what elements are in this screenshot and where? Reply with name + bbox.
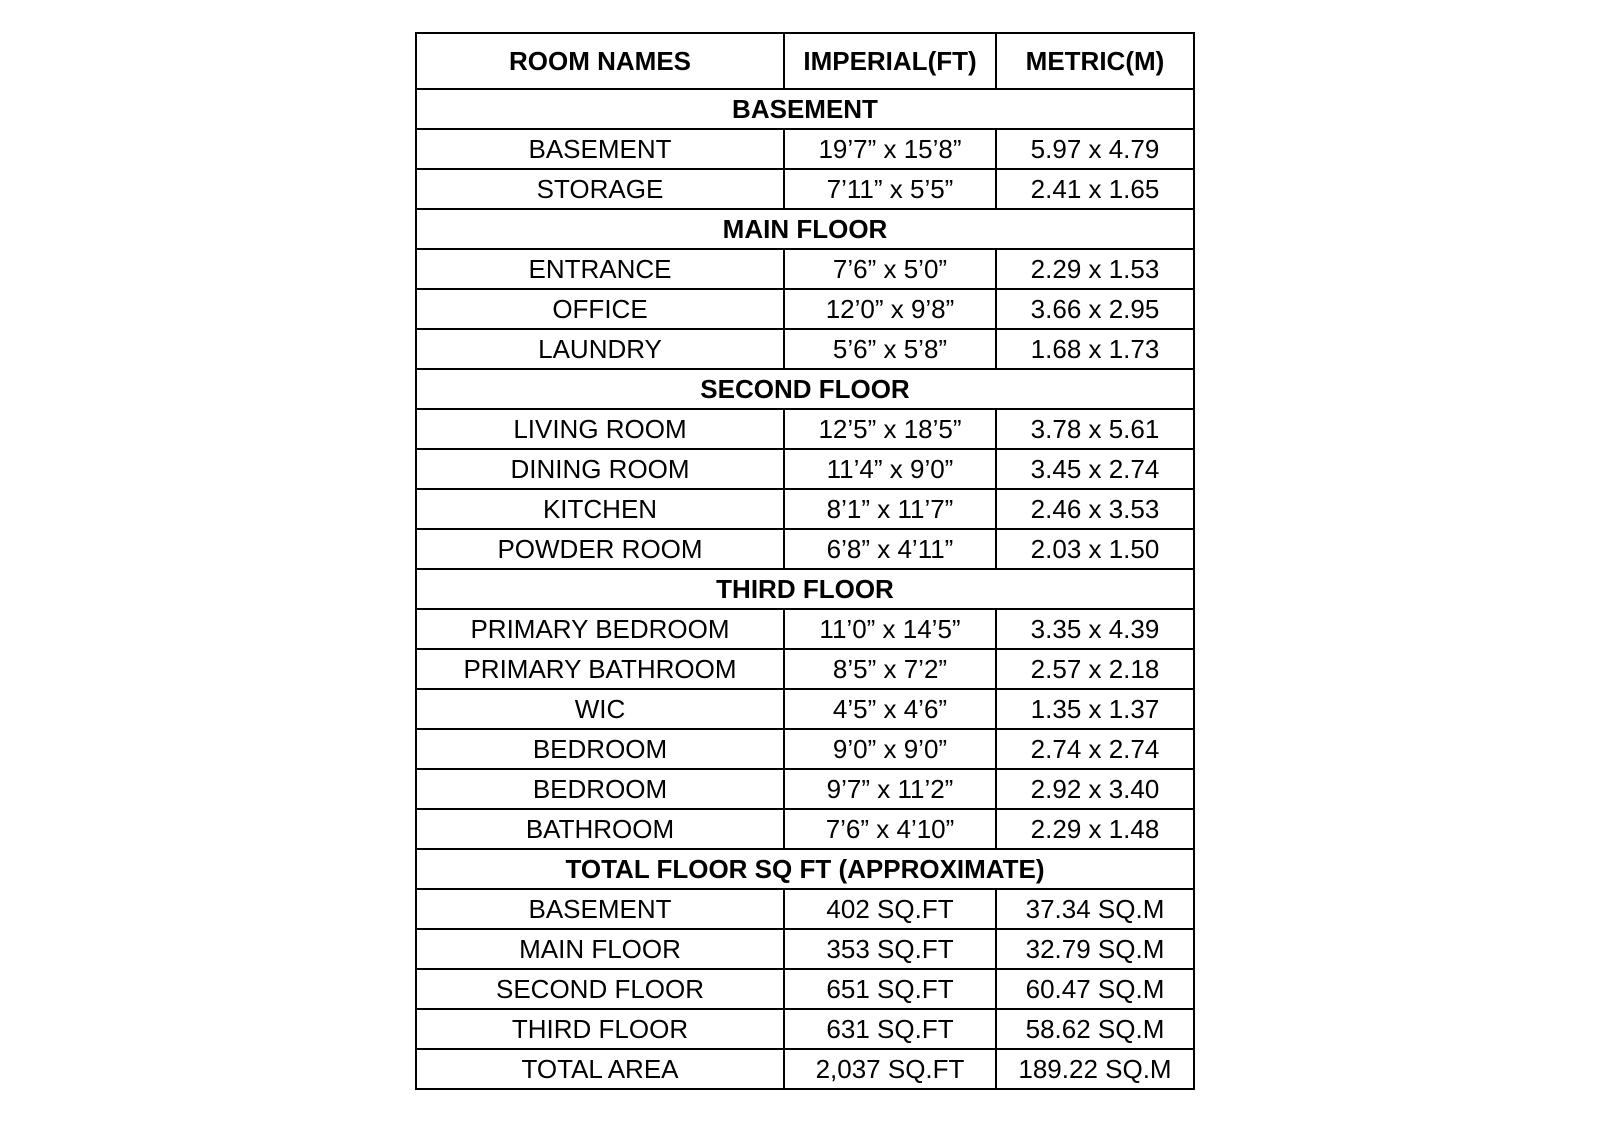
- imperial-cell: 9’0” x 9’0”: [784, 729, 996, 769]
- header-imperial: IMPERIAL(FT): [784, 33, 996, 89]
- metric-cell: 2.74 x 2.74: [996, 729, 1194, 769]
- room-name-cell: KITCHEN: [416, 489, 784, 529]
- table-row: [416, 289, 1194, 329]
- imperial-cell: 8’5” x 7’2”: [784, 649, 996, 689]
- table-row: [416, 769, 1194, 809]
- metric-cell: 3.66 x 2.95: [996, 289, 1194, 329]
- metric-cell: 58.62 SQ.M: [996, 1009, 1194, 1049]
- table-row: [416, 1049, 1194, 1089]
- table-row: [416, 649, 1194, 689]
- room-name-cell: TOTAL AREA: [416, 1049, 784, 1089]
- imperial-cell: 631 SQ.FT: [784, 1009, 996, 1049]
- table-row: [416, 809, 1194, 849]
- room-name-cell: BEDROOM: [416, 729, 784, 769]
- metric-cell: 2.29 x 1.53: [996, 249, 1194, 289]
- room-name-cell: POWDER ROOM: [416, 529, 784, 569]
- table-row: [416, 529, 1194, 569]
- table-row: [416, 409, 1194, 449]
- header-room-names: ROOM NAMES: [416, 33, 784, 89]
- section-header-row: [416, 209, 1194, 249]
- metric-cell: 3.78 x 5.61: [996, 409, 1194, 449]
- table-row: [416, 689, 1194, 729]
- metric-cell: 2.57 x 2.18: [996, 649, 1194, 689]
- metric-cell: 189.22 SQ.M: [996, 1049, 1194, 1089]
- table-row: [416, 489, 1194, 529]
- table-row: [416, 889, 1194, 929]
- imperial-cell: 19’7” x 15’8”: [784, 129, 996, 169]
- room-name-cell: LAUNDRY: [416, 329, 784, 369]
- imperial-cell: 12’0” x 9’8”: [784, 289, 996, 329]
- room-name-cell: BATHROOM: [416, 809, 784, 849]
- room-name-cell: ENTRANCE: [416, 249, 784, 289]
- imperial-cell: 5’6” x 5’8”: [784, 329, 996, 369]
- metric-cell: 32.79 SQ.M: [996, 929, 1194, 969]
- section-header-row: [416, 849, 1194, 889]
- imperial-cell: 402 SQ.FT: [784, 889, 996, 929]
- room-name-cell: BASEMENT: [416, 129, 784, 169]
- metric-cell: 2.03 x 1.50: [996, 529, 1194, 569]
- section-title: MAIN FLOOR: [416, 209, 1194, 249]
- table-row: [416, 929, 1194, 969]
- metric-cell: 2.29 x 1.48: [996, 809, 1194, 849]
- imperial-cell: 8’1” x 11’7”: [784, 489, 996, 529]
- room-name-cell: STORAGE: [416, 169, 784, 209]
- metric-cell: 3.45 x 2.74: [996, 449, 1194, 489]
- table-row: [416, 449, 1194, 489]
- imperial-cell: 7’11” x 5’5”: [784, 169, 996, 209]
- table-body: [416, 33, 1194, 1089]
- room-name-cell: OFFICE: [416, 289, 784, 329]
- section-header-row: [416, 569, 1194, 609]
- section-title: TOTAL FLOOR SQ FT (APPROXIMATE): [416, 849, 1194, 889]
- room-name-cell: BASEMENT: [416, 889, 784, 929]
- imperial-cell: 9’7” x 11’2”: [784, 769, 996, 809]
- table-row: [416, 609, 1194, 649]
- room-name-cell: PRIMARY BATHROOM: [416, 649, 784, 689]
- header-metric: METRIC(M): [996, 33, 1194, 89]
- room-name-cell: WIC: [416, 689, 784, 729]
- imperial-cell: 7’6” x 5’0”: [784, 249, 996, 289]
- room-name-cell: THIRD FLOOR: [416, 1009, 784, 1049]
- header-row: [416, 33, 1194, 89]
- room-name-cell: MAIN FLOOR: [416, 929, 784, 969]
- imperial-cell: 12’5” x 18’5”: [784, 409, 996, 449]
- metric-cell: 2.92 x 3.40: [996, 769, 1194, 809]
- section-title: THIRD FLOOR: [416, 569, 1194, 609]
- metric-cell: 37.34 SQ.M: [996, 889, 1194, 929]
- table-row: [416, 249, 1194, 289]
- metric-cell: 1.35 x 1.37: [996, 689, 1194, 729]
- room-name-cell: DINING ROOM: [416, 449, 784, 489]
- imperial-cell: 7’6” x 4’10”: [784, 809, 996, 849]
- table-row: [416, 1009, 1194, 1049]
- metric-cell: 1.68 x 1.73: [996, 329, 1194, 369]
- table-row: [416, 129, 1194, 169]
- imperial-cell: 11’4” x 9’0”: [784, 449, 996, 489]
- table-row: [416, 729, 1194, 769]
- imperial-cell: 6’8” x 4’11”: [784, 529, 996, 569]
- imperial-cell: 4’5” x 4’6”: [784, 689, 996, 729]
- imperial-cell: 11’0” x 14’5”: [784, 609, 996, 649]
- room-name-cell: LIVING ROOM: [416, 409, 784, 449]
- room-name-cell: BEDROOM: [416, 769, 784, 809]
- metric-cell: 5.97 x 4.79: [996, 129, 1194, 169]
- room-name-cell: PRIMARY BEDROOM: [416, 609, 784, 649]
- table-row: [416, 329, 1194, 369]
- metric-cell: 2.46 x 3.53: [996, 489, 1194, 529]
- metric-cell: 2.41 x 1.65: [996, 169, 1194, 209]
- imperial-cell: 2,037 SQ.FT: [784, 1049, 996, 1089]
- metric-cell: 60.47 SQ.M: [996, 969, 1194, 1009]
- section-header-row: [416, 89, 1194, 129]
- table-row: [416, 169, 1194, 209]
- section-title: BASEMENT: [416, 89, 1194, 129]
- section-header-row: [416, 369, 1194, 409]
- imperial-cell: 651 SQ.FT: [784, 969, 996, 1009]
- section-title: SECOND FLOOR: [416, 369, 1194, 409]
- room-name-cell: SECOND FLOOR: [416, 969, 784, 1009]
- imperial-cell: 353 SQ.FT: [784, 929, 996, 969]
- room-dimensions-table: [415, 32, 1195, 1090]
- metric-cell: 3.35 x 4.39: [996, 609, 1194, 649]
- table-row: [416, 969, 1194, 1009]
